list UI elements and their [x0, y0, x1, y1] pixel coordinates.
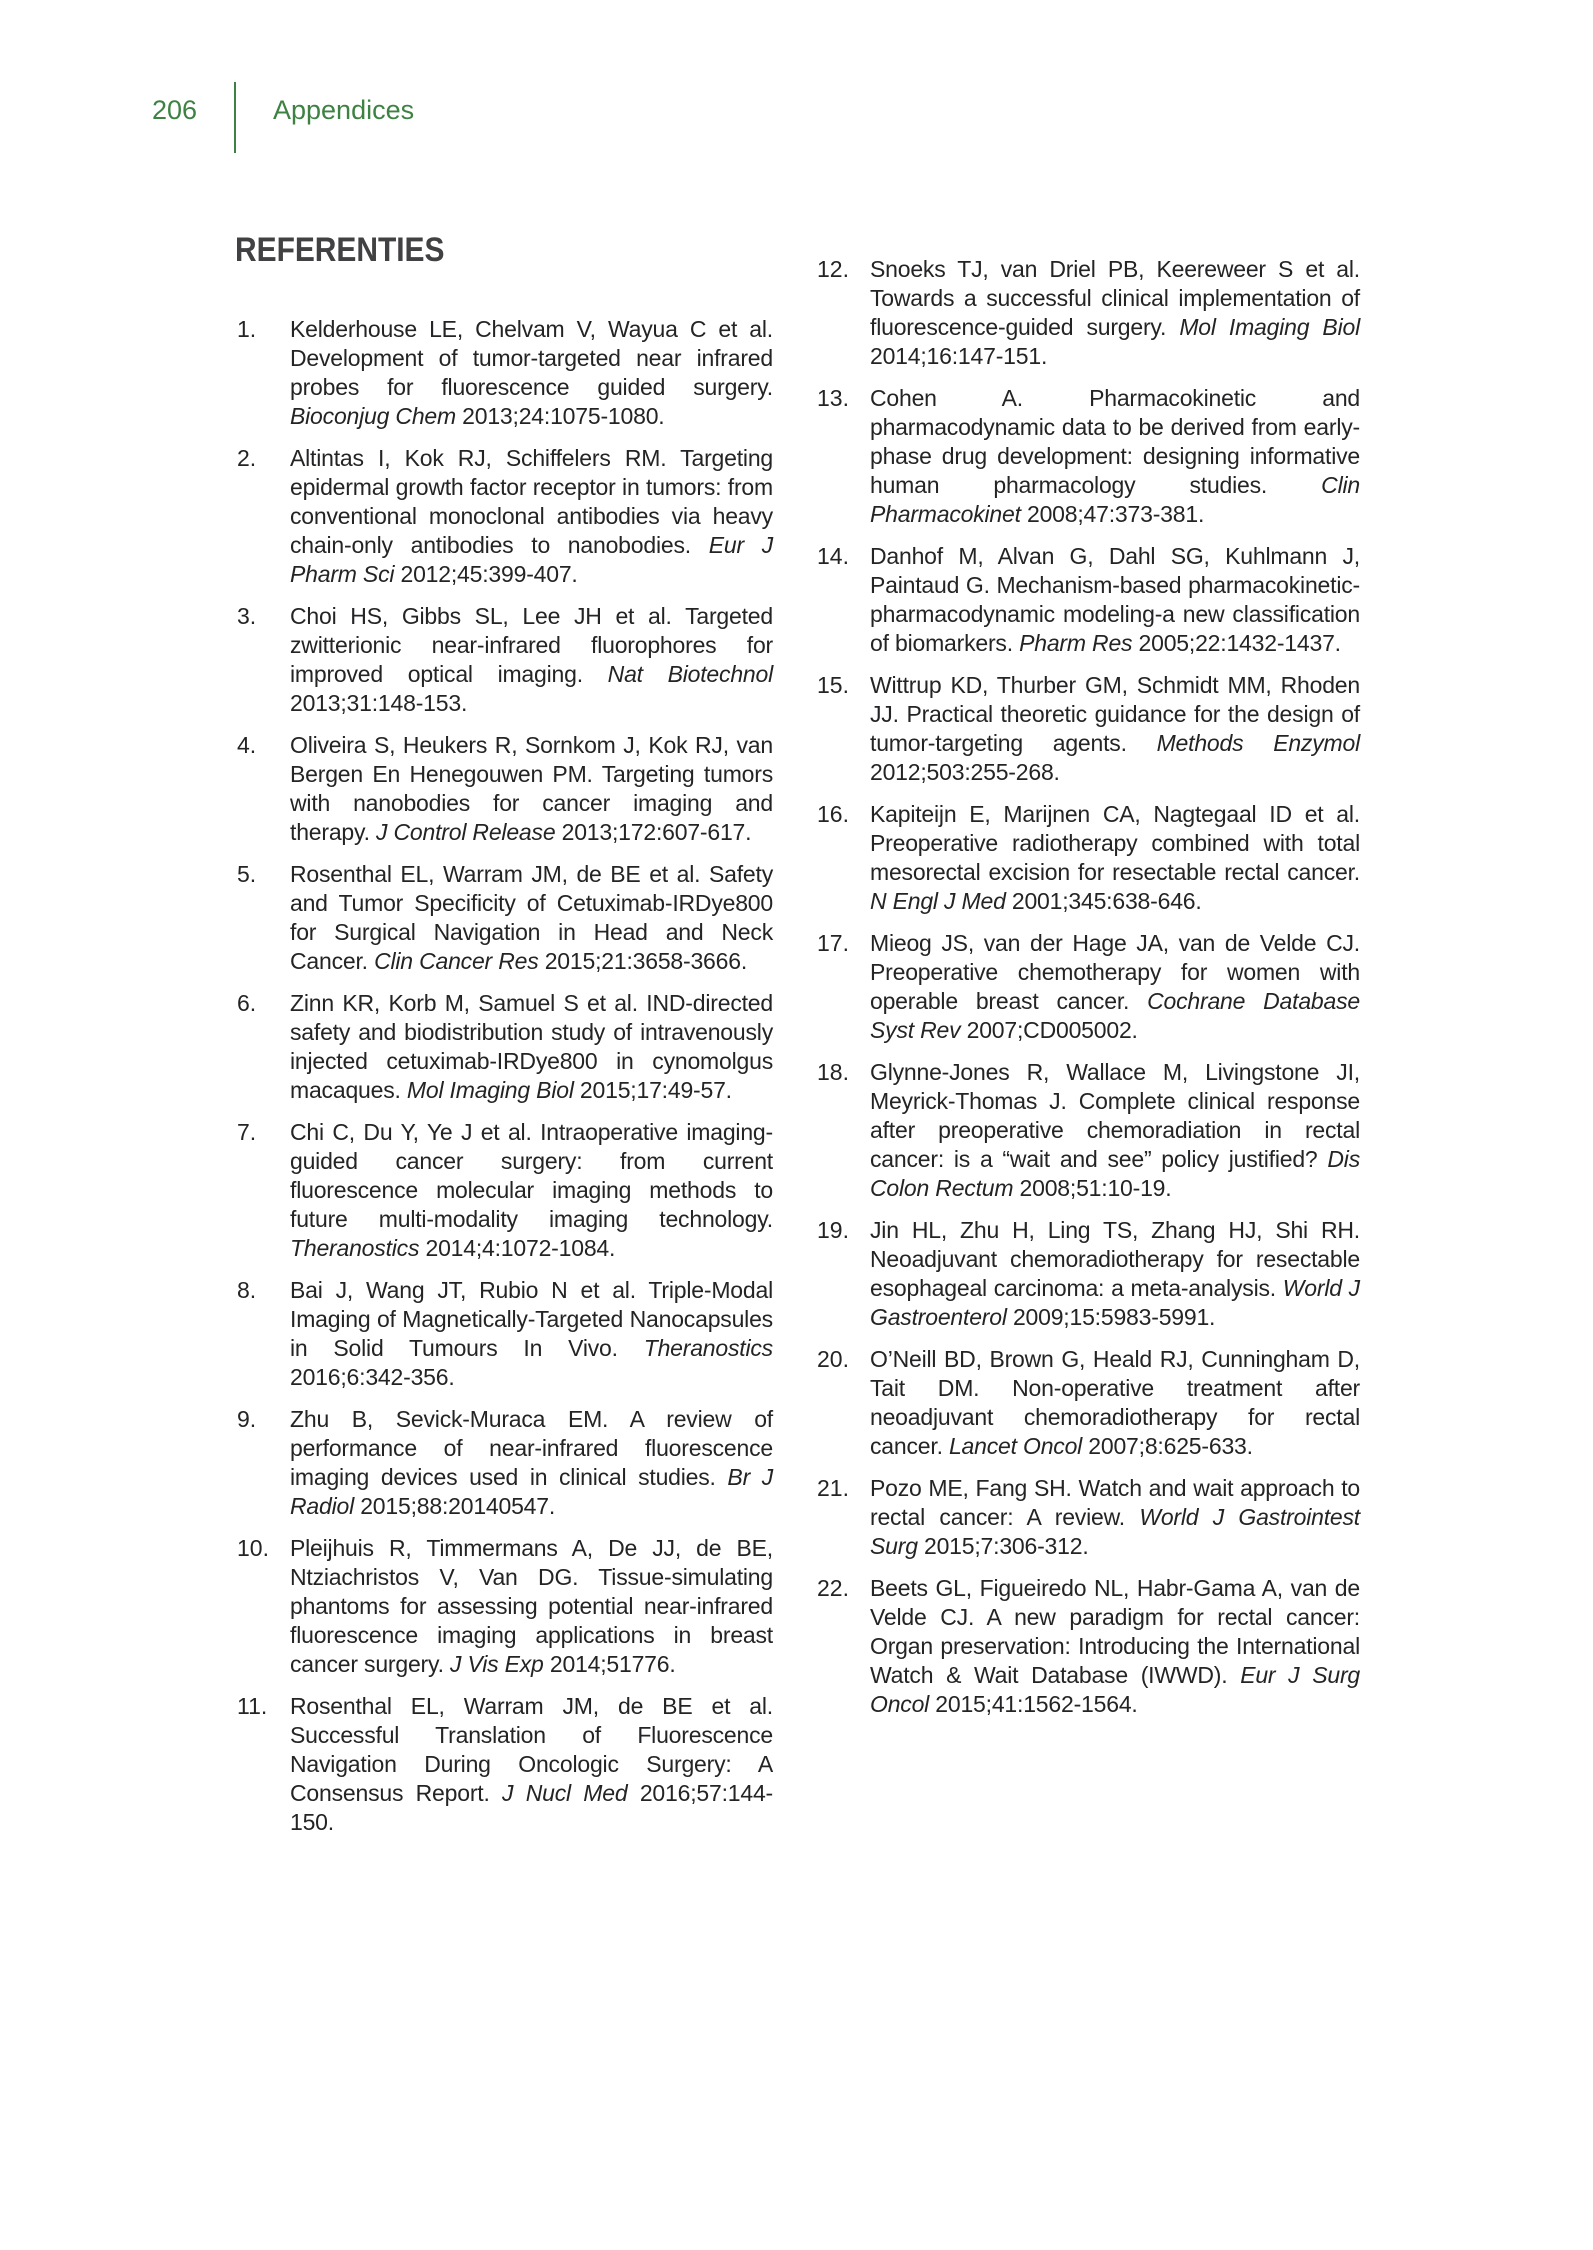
reference-text [870, 543, 1360, 656]
reference-text-segment: Zhu B, Sevick-Muraca EM. A review of performance of near-infrared fluorescence imaging devices used in clinical studies. [290, 1406, 773, 1490]
journal-name: Mol Imaging Biol [1179, 314, 1360, 340]
references-column-right [817, 255, 1360, 1719]
reference-text-segment: Zinn KR, Korb M, Samuel S et al. IND-directed safety and biodistribution study of intravenously injected cetuximab-IRDye800 in cynomolgus macaques. [290, 990, 773, 1103]
reference-item [237, 860, 773, 976]
reference-item [817, 1474, 1360, 1561]
references-column-left [237, 315, 773, 1837]
reference-text [290, 732, 773, 845]
running-header-section-title: Appendices [273, 95, 415, 125]
journal-name: Dis Colon Rectum [870, 1146, 1360, 1201]
reference-number: 12. [817, 256, 849, 282]
journal-name: Theranostics [643, 1335, 773, 1361]
reference-text [290, 316, 773, 429]
reference-text-segment: 2012;503:255-268. [870, 759, 1060, 785]
reference-item [237, 731, 773, 847]
journal-name: Clin Pharmacokinet [870, 472, 1360, 527]
reference-item [817, 1216, 1360, 1332]
reference-text-segment: 2016;6:342-356. [290, 1364, 455, 1390]
reference-text-segment: 2013;31:148-153. [290, 690, 468, 716]
reference-item [817, 800, 1360, 916]
reference-text [290, 861, 773, 974]
reference-number: 10. [237, 1535, 269, 1561]
reference-text [290, 1277, 773, 1390]
reference-text [870, 1575, 1360, 1717]
reference-text-segment: 2008;47:373-381. [1020, 501, 1205, 527]
reference-item [237, 989, 773, 1105]
reference-item [237, 1405, 773, 1521]
reference-number: 22. [817, 1575, 849, 1601]
reference-text [870, 1217, 1360, 1330]
reference-text [290, 445, 773, 587]
reference-number: 15. [817, 672, 849, 698]
reference-item [237, 1276, 773, 1392]
reference-item [237, 602, 773, 718]
reference-text [290, 603, 773, 716]
reference-text [870, 385, 1360, 527]
reference-number: 14. [817, 543, 849, 569]
reference-text-segment: 2014;4:1072-1084. [419, 1235, 616, 1261]
journal-name: J Control Release [376, 819, 556, 845]
reference-item [817, 1345, 1360, 1461]
reference-text-segment: Altintas I, Kok RJ, Schiffelers RM. Targeting epidermal growth factor receptor in tumors: from conventional monoclonal antibodies via heavy chain-only antibodies to nanobodies. [290, 445, 773, 558]
reference-item [817, 542, 1360, 658]
reference-number: 11. [237, 1693, 268, 1719]
reference-text-segment: 2005;22:1432-1437. [1132, 630, 1341, 656]
reference-number: 1. [237, 316, 257, 342]
reference-number: 19. [817, 1217, 849, 1243]
reference-text-segment: Pleijhuis R, Timmermans A, De JJ, de BE, Ntziachristos V, Van DG. Tissue-simulating phantoms for assessing potential near-infrared fluorescence imaging applications in breast cancer surgery. [290, 1535, 773, 1677]
journal-name: Eur J Surg Oncol [870, 1662, 1360, 1717]
reference-item [817, 671, 1360, 787]
reference-text-segment: 2009;15:5983-5991. [1006, 1304, 1216, 1330]
reference-number: 7. [237, 1119, 257, 1145]
journal-name: J Vis Exp [450, 1651, 544, 1677]
reference-number: 21. [817, 1475, 849, 1501]
header-divider-line [234, 82, 236, 153]
reference-item [817, 384, 1360, 529]
reference-text [290, 1119, 773, 1261]
reference-number: 5. [237, 861, 257, 887]
reference-text-segment: Rosenthal EL, Warram JM, de BE et al. Successful Translation of Fluorescence Navigation During Oncologic Surgery: A Consensus Report. [290, 1693, 773, 1806]
reference-text-segment: 2014;51776. [543, 1651, 676, 1677]
reference-text-segment: Chi C, Du Y, Ye J et al. Intraoperative imaging-guided cancer surgery: from current fluorescence molecular imaging methods to future multi-modality imaging technology. [290, 1119, 773, 1232]
page-number: 206 [151, 95, 197, 125]
reference-text-segment: 2007;CD005002. [960, 1017, 1138, 1043]
reference-text-segment: Cohen A. Pharmacokinetic and pharmacodynamic data to be derived from early-phase drug development: designing informative human pharmacology studies. [870, 385, 1360, 498]
reference-text-segment: O’Neill BD, Brown G, Heald RJ, Cunningham D, Tait DM. Non-operative treatment after neoadjuvant chemoradiotherapy for rectal cancer. [870, 1346, 1360, 1459]
reference-number: 9. [237, 1406, 257, 1432]
reference-text-segment: 2008;51:10-19. [1013, 1175, 1172, 1201]
reference-item [237, 1118, 773, 1263]
reference-number: 4. [237, 732, 257, 758]
reference-text-segment: Kelderhouse LE, Chelvam V, Wayua C et al. Development of tumor-targeted near infrared probes for fluorescence guided surgery. [290, 316, 773, 400]
reference-text [870, 1346, 1360, 1459]
reference-item [817, 255, 1360, 371]
reference-number: 20. [817, 1346, 849, 1372]
reference-text-segment: Jin HL, Zhu H, Ling TS, Zhang HJ, Shi RH. Neoadjuvant chemoradiotherapy for resectable esophageal carcinoma: a meta-analysis. [870, 1217, 1360, 1301]
reference-text [870, 1475, 1360, 1559]
reference-item [237, 315, 773, 431]
reference-text-segment: Kapiteijn E, Marijnen CA, Nagtegaal ID et al. Preoperative radiotherapy combined with total mesorectal excision for resectable rectal cancer. [870, 801, 1360, 885]
reference-text-segment: 2012;45:399-407. [394, 561, 578, 587]
reference-text-segment: 2001;345:638-646. [1005, 888, 1202, 914]
reference-text-segment: 2015;41:1562-1564. [929, 1691, 1138, 1717]
reference-text [290, 1693, 773, 1835]
journal-name: Mol Imaging Biol [406, 1077, 574, 1103]
reference-text-segment: 2013;172:607-617. [555, 819, 752, 845]
reference-text-segment: 2014;16:147-151. [870, 343, 1048, 369]
reference-text-segment: 2016;57:144-150. [290, 1780, 773, 1835]
journal-name: Bioconjug Chem [290, 403, 456, 429]
reference-text-segment: Glynne-Jones R, Wallace M, Livingstone JI, Meyrick-Thomas J. Complete clinical response after preoperative chemoradiation in rectal cancer: is a “wait and see” policy justified? [870, 1059, 1360, 1172]
journal-name: Pharm Res [1019, 630, 1133, 656]
reference-text-segment: Mieog JS, van der Hage JA, van de Velde CJ. Preoperative chemotherapy for women with operable breast cancer. [870, 930, 1360, 1014]
reference-text-segment: Wittrup KD, Thurber GM, Schmidt MM, Rhoden JJ. Practical theoretic guidance for the design of tumor-targeting agents. [870, 672, 1360, 756]
journal-name: Methods Enzymol [1156, 730, 1360, 756]
reference-number: 18. [817, 1059, 849, 1085]
reference-number: 17. [817, 930, 849, 956]
reference-text [290, 990, 773, 1103]
reference-number: 8. [237, 1277, 257, 1303]
journal-name: World J Gastroenterol [870, 1275, 1360, 1330]
journal-name: Nat Biotechnol [607, 661, 774, 687]
reference-text [290, 1535, 773, 1677]
journal-name: Clin Cancer Res [374, 948, 539, 974]
reference-text-segment: Oliveira S, Heukers R, Sornkom J, Kok RJ, van Bergen En Henegouwen PM. Targeting tumors with nanobodies for cancer imaging and therapy. [290, 732, 773, 845]
journal-name: Br J Radiol [290, 1464, 773, 1519]
reference-number: 13. [817, 385, 849, 411]
reference-item [817, 1058, 1360, 1203]
reference-text-segment: Danhof M, Alvan G, Dahl SG, Kuhlmann J, Paintaud G. Mechanism-based pharmacokinetic-pharmacodynamic modeling-a new classification of biomarkers. [870, 543, 1360, 656]
reference-text [870, 256, 1360, 369]
journal-name: Lancet Oncol [948, 1433, 1083, 1459]
reference-number: 3. [237, 603, 257, 629]
reference-text-segment: 2015;7:306-312. [917, 1533, 1089, 1559]
journal-name: Theranostics [290, 1235, 420, 1261]
reference-item [237, 1692, 773, 1837]
reference-text [870, 672, 1360, 785]
reference-text-segment: 2013;24:1075-1080. [455, 403, 665, 429]
reference-number: 6. [237, 990, 257, 1016]
reference-item [237, 1534, 773, 1679]
reference-text-segment: Choi HS, Gibbs SL, Lee JH et al. Targeted zwitterionic near-infrared fluorophores for improved optical imaging. [290, 603, 773, 687]
journal-name: World J Gastrointest Surg [870, 1504, 1360, 1559]
reference-text [870, 1059, 1360, 1201]
reference-text-segment: 2015;21:3658-3666. [538, 948, 748, 974]
reference-text-segment: 2007;8:625-633. [1082, 1433, 1253, 1459]
reference-number: 2. [237, 445, 257, 471]
journal-name: Eur J Pharm Sci [290, 532, 774, 587]
reference-text [290, 1406, 773, 1519]
reference-text-segment: Beets GL, Figueiredo NL, Habr-Gama A, van de Velde CJ. A new paradigm for rectal cancer: Organ preservation: Introducing the International Watch & Wait Database (IWWD). [870, 1575, 1360, 1688]
page-title: REFERENTIES [235, 231, 445, 269]
journal-name: Cochrane Database Syst Rev [870, 988, 1360, 1043]
reference-text [870, 930, 1360, 1043]
reference-text-segment: Pozo ME, Fang SH. Watch and wait approach to rectal cancer: A review. [870, 1475, 1360, 1530]
reference-item [817, 929, 1360, 1045]
reference-text-segment: Snoeks TJ, van Driel PB, Keereweer S et al. Towards a successful clinical implementation of fluorescence-guided surgery. [870, 256, 1360, 340]
reference-number: 16. [817, 801, 849, 827]
reference-text-segment: 2015;17:49-57. [573, 1077, 732, 1103]
reference-text-segment: Bai J, Wang JT, Rubio N et al. Triple-Modal Imaging of Magnetically-Targeted Nanocapsules in Solid Tumours In Vivo. [290, 1277, 773, 1361]
journal-name: N Engl J Med [870, 888, 1006, 914]
reference-text-segment: 2015;88:20140547. [354, 1493, 556, 1519]
reference-item [817, 1574, 1360, 1719]
reference-item [237, 444, 773, 589]
reference-text-segment: Rosenthal EL, Warram JM, de BE et al. Safety and Tumor Specificity of Cetuximab-IRDye800 for Surgical Navigation in Head and Neck Cancer. [290, 861, 773, 974]
reference-text [870, 801, 1360, 914]
journal-name: J Nucl Med [502, 1780, 628, 1806]
